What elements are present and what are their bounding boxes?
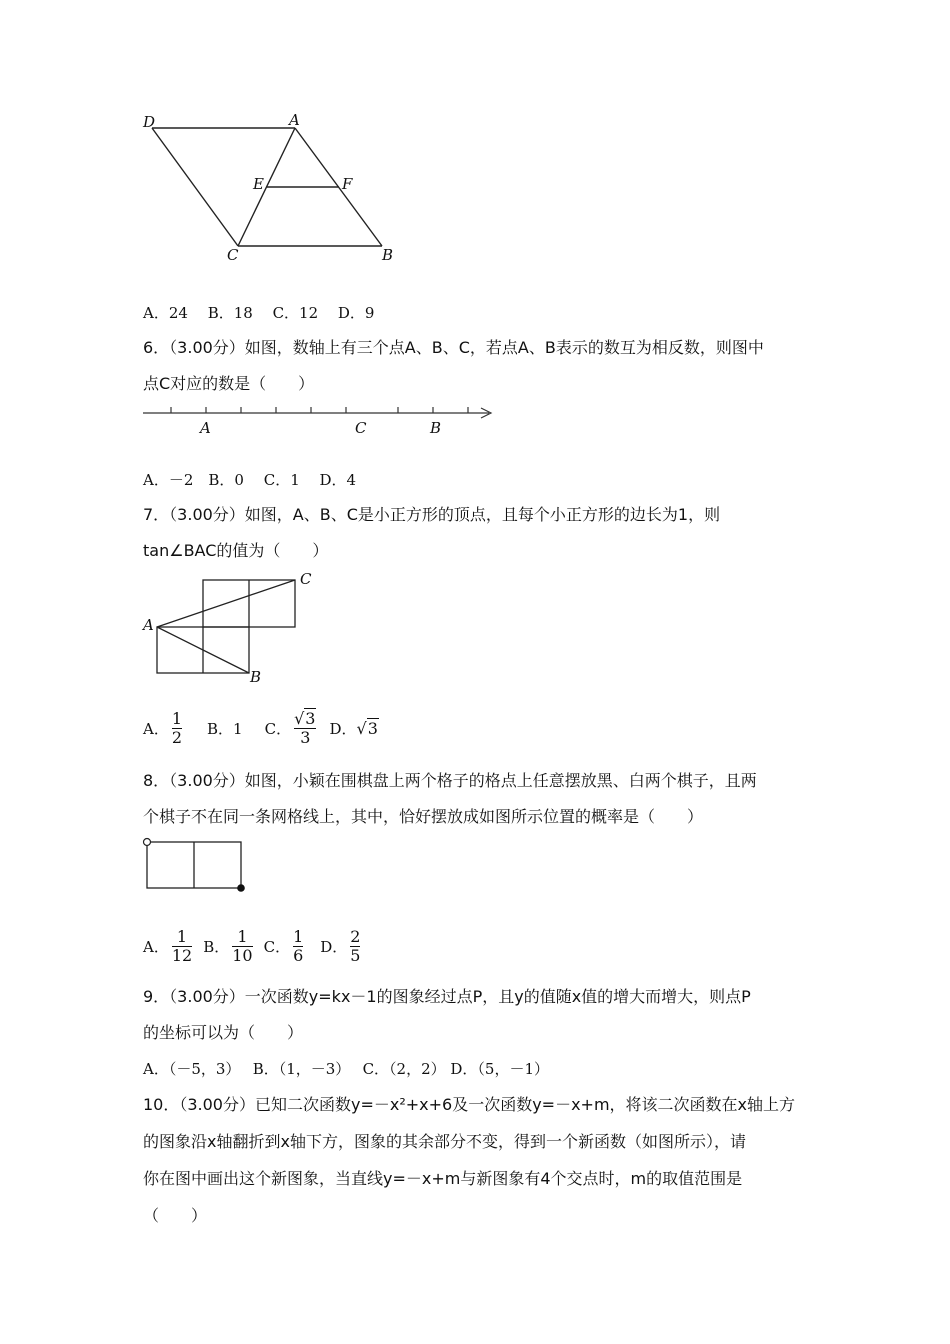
label-f: F — [342, 175, 353, 193]
q7-option-d-sqrt: √3 — [356, 719, 378, 738]
q8-option-d-num: 2 — [350, 927, 361, 946]
black-stone — [237, 884, 245, 892]
q7-option-d-radicand: 3 — [367, 719, 378, 738]
figure-number-line — [143, 402, 503, 442]
q8-option-a-num: 1 — [176, 927, 188, 946]
numline-label-c: C — [355, 419, 367, 437]
q7-option-c-fraction — [294, 710, 316, 747]
q7-option-b: B．1 — [207, 720, 243, 738]
q9-text-line1: 9．（3.00分）一次函数y=kx－1的图象经过点P，且y的值随x值的增大而增大，则点P — [143, 987, 751, 1006]
q8-option-c-fraction — [293, 928, 303, 965]
q7-text-line1: 7．（3.00分）如图，A、B、C是小正方形的顶点，且每个小正方形的边长为1，则 — [143, 505, 721, 524]
q7-option-c-prefix: C． — [264, 720, 292, 738]
q10-text-line1: 10．（3.00分）已知二次函数y=－x²+x+6及一次函数y=－x+m，将该二次函数在x轴上方 — [143, 1095, 796, 1114]
grid-label-b: B — [250, 668, 262, 686]
q8-options — [143, 928, 363, 965]
figure-go-board — [140, 835, 250, 895]
q8-option-d-fraction — [350, 928, 360, 965]
q8-text-line1: 8．（3.00分）如图，小颖在围棋盘上两个格子的格点上任意摆放黑、白两个棋子，且两 — [143, 771, 757, 790]
q7-option-c-den: 3 — [300, 728, 311, 747]
figure-parallelogram — [140, 110, 400, 270]
q8-option-b-den: 10 — [232, 946, 253, 965]
q6-text-line1: 6．（3.00分）如图，数轴上有三个点A、B、C，若点A、B表示的数互为相反数，则图中 — [143, 338, 764, 357]
q10-text-line3: 你在图中画出这个新图象，当直线y=－x+m与新图象有4个交点时，m的取值范围是 — [143, 1169, 743, 1188]
q7-option-a-num: 1 — [171, 709, 183, 728]
q7-text-line2: tan∠BAC的值为（ ） — [143, 541, 329, 560]
white-stone — [144, 839, 151, 846]
q8-option-b-prefix: B． — [203, 938, 230, 956]
grid-label-c: C — [300, 570, 312, 588]
q7-option-a-prefix: A． — [143, 720, 169, 738]
q7-option-d-prefix: D． — [329, 720, 357, 738]
q5-options: A．24 B．18 C．12 D．9 — [143, 304, 375, 322]
q8-option-d-den: 5 — [350, 946, 361, 965]
label-d: D — [143, 113, 156, 131]
q8-option-a-fraction — [172, 928, 192, 965]
grid-label-a: A — [143, 616, 154, 634]
numline-label-a: A — [200, 419, 211, 437]
q6-text-line2: 点C对应的数是（ ） — [143, 374, 315, 393]
label-a: A — [289, 111, 300, 129]
q7-option-c-sqrt: √3 — [294, 709, 316, 728]
q8-option-c-prefix: C． — [263, 938, 291, 956]
label-e: E — [253, 175, 264, 193]
numline-label-b: B — [430, 419, 442, 437]
q8-option-c-den: 6 — [293, 946, 304, 965]
q9-options: A．（－5，3） B．（1，－3） C．（2，2） D．（5，－1） — [143, 1060, 550, 1078]
q7-option-a-den: 2 — [171, 728, 183, 747]
label-b: B — [382, 246, 394, 264]
q8-option-c-num: 1 — [293, 927, 304, 946]
figure-grid-triangle — [140, 570, 320, 685]
q9-text-line2: 的坐标可以为（ ） — [143, 1023, 304, 1042]
q7-option-c-radicand: 3 — [305, 709, 316, 728]
q10-text-line4: （ ） — [143, 1206, 208, 1225]
q8-option-b-num: 1 — [237, 927, 248, 946]
q8-option-a-den: 12 — [171, 946, 193, 965]
q7-options — [143, 710, 379, 747]
q8-option-b-fraction — [232, 928, 252, 965]
q6-options: A．－2 B．0 C．1 D．4 — [143, 471, 357, 489]
q8-option-d-prefix: D． — [320, 938, 348, 956]
q10-text-line2: 的图象沿x轴翻折到x轴下方，图象的其余部分不变，得到一个新函数（如图所示），请 — [143, 1132, 746, 1151]
q8-option-a-prefix: A． — [143, 938, 169, 956]
label-c: C — [227, 246, 239, 264]
q7-option-a-fraction — [172, 710, 182, 747]
q8-text-line2: 个棋子不在同一条网格线上，其中，恰好摆放成如图所示位置的概率是（ ） — [143, 807, 704, 826]
